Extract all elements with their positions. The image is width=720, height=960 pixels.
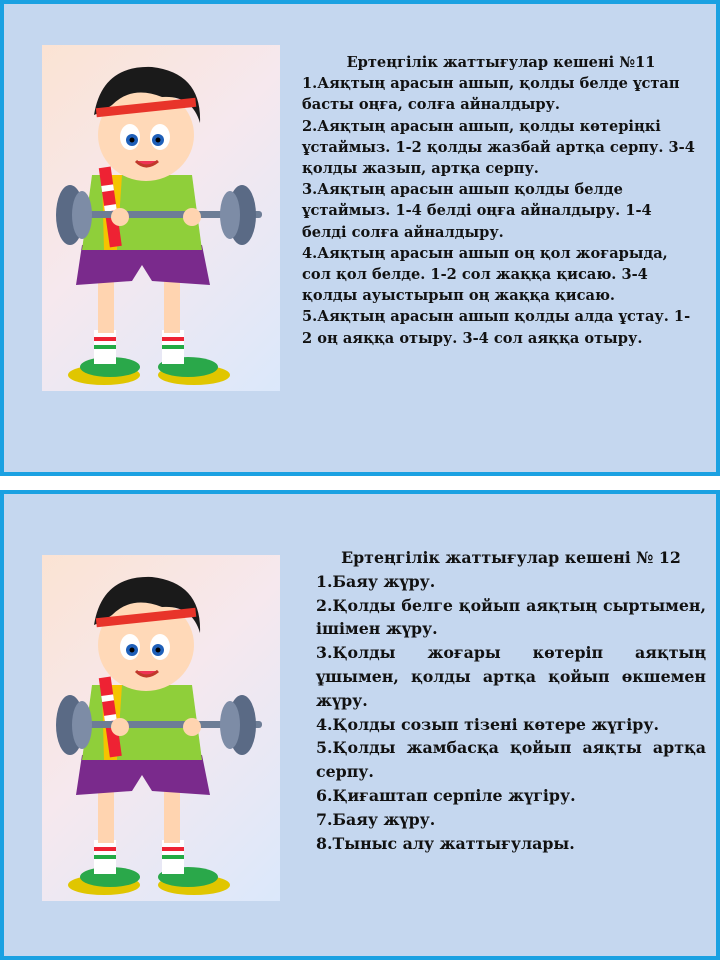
- exercise-item: 2.Аяқтың арасын ашып, қолды көтеріңкі ұстаймыз. 1-2 қолды жазбай артқа серпу. 3-4 қолды жазып, артқа серпу.: [302, 117, 695, 178]
- slide-2: [0, 490, 720, 960]
- exercise-text-block: [316, 546, 706, 855]
- exercise-text-block: [302, 52, 700, 349]
- slide-1: [0, 0, 720, 476]
- exercise-item: 2.Қолды белге қойып аяқтың сыртымен, ішімен жүру.: [316, 595, 706, 639]
- exercise-item: 1.Баяу жүру.: [316, 571, 436, 591]
- exercise-item: 3.Қолды жоғары көтеріп аяқтың ұшымен, қолды артқа қойып өкшемен жүру.: [316, 643, 706, 710]
- slide-title: Ертеңгілік жаттығулар кешені № 12: [341, 548, 681, 567]
- weightlifter-boy-illustration: [42, 555, 280, 901]
- weightlifter-boy-icon: [42, 555, 280, 901]
- weightlifter-boy-icon: [42, 45, 280, 391]
- exercise-item: 3.Аяқтың арасын ашып қолды белде ұстаймыз. 1-4 белді оңға айналдыру. 1-4 белді солға айналдыру.: [302, 181, 652, 241]
- exercise-item: 4.Қолды созып тізені көтере жүгіру.: [316, 714, 659, 734]
- weightlifter-boy-illustration: [42, 45, 280, 391]
- exercise-item: 6.Қиғаштап серпіле жүгіру.: [316, 785, 576, 805]
- exercise-item: 7.Баяу жүру.: [316, 809, 436, 829]
- exercise-item: 1.Аяқтың арасын ашып, қолды белде ұстап басты оңға, солға айналдыру.: [302, 75, 680, 114]
- exercise-item: 5.Аяқтың арасын ашып қолды алда ұстау. 1-2 оң аяққа отыру. 3-4 сол аяққа отыру.: [302, 308, 691, 347]
- exercise-item: 8.Тыныс алу жаттығулары.: [316, 833, 575, 853]
- exercise-item: 4.Аяқтың арасын ашып оң қол жоғарыда, сол қол белде. 1-2 сол жаққа қисаю. 3-4 қолды ауыстырып оң жаққа қисаю.: [302, 244, 668, 305]
- exercise-item: 5.Қолды жамбасқа қойып аяқты артқа серпу.: [316, 738, 706, 782]
- slide-title: Ертеңгілік жаттығулар кешені №11: [346, 54, 656, 71]
